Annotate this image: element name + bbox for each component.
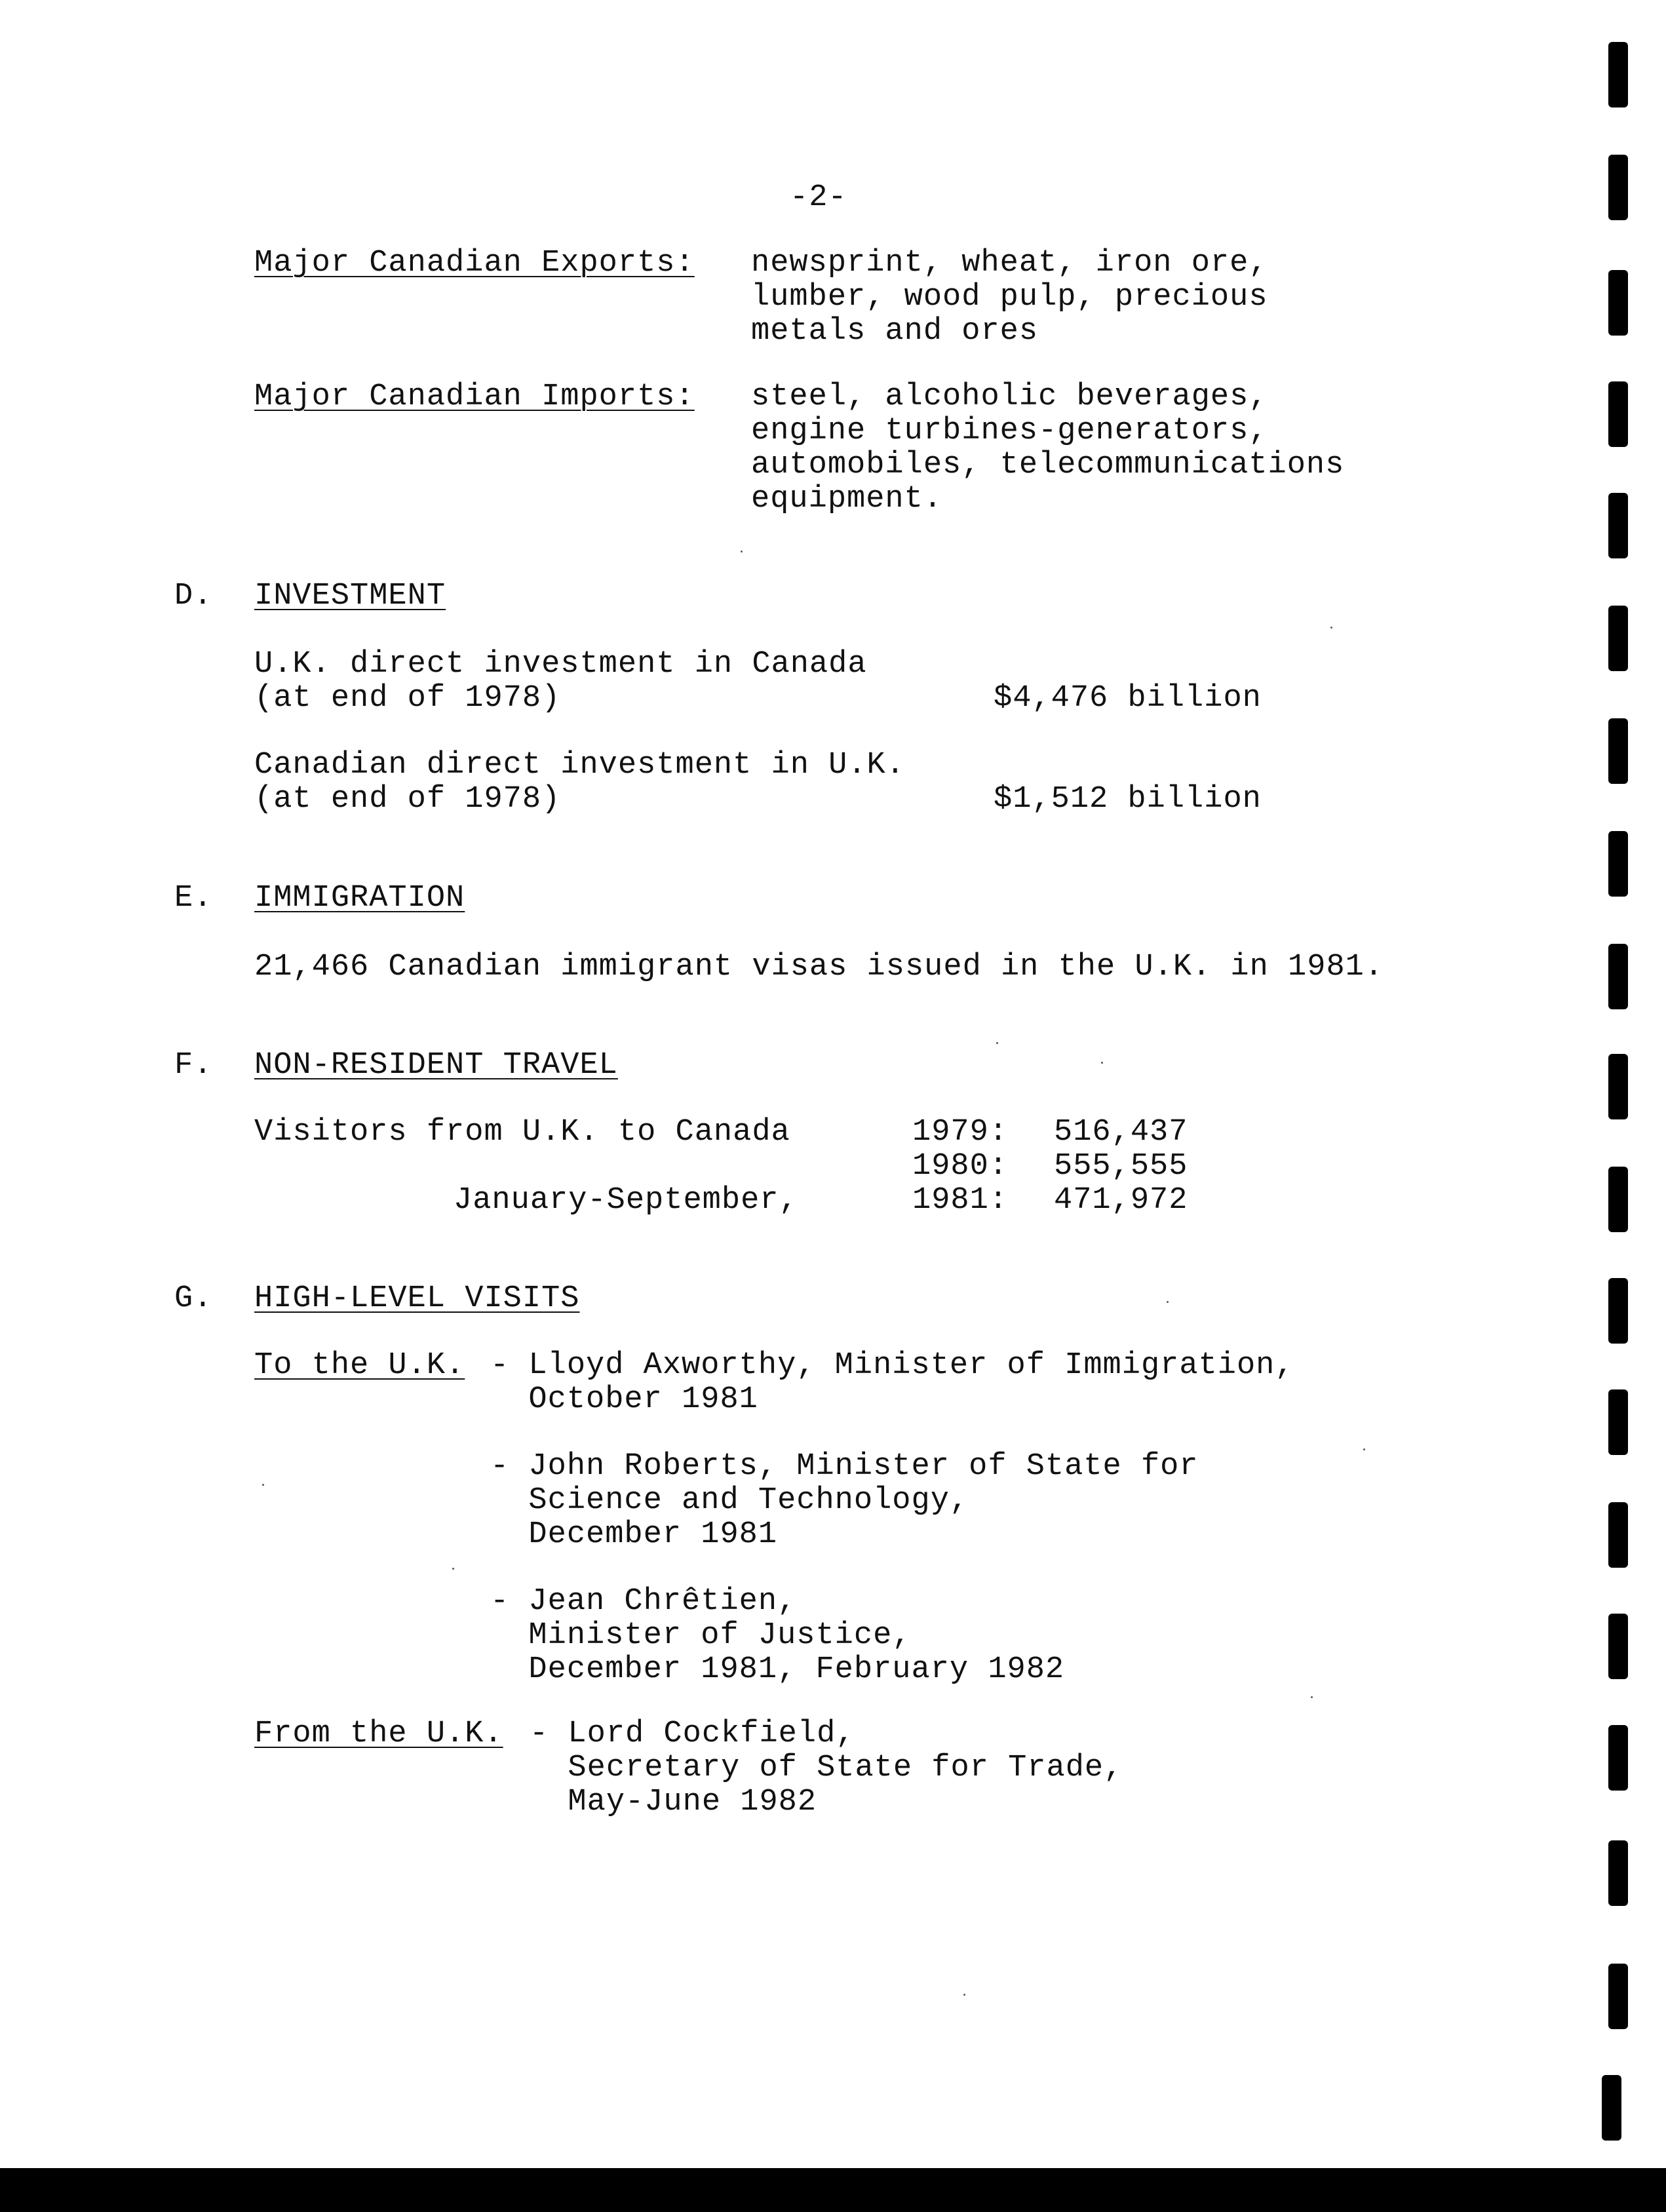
binder-hole [1608,1502,1628,1568]
exports-line: lumber, wood pulp, precious [751,280,1268,315]
travel-year: 1979: [912,1115,1009,1150]
binder-hole [1608,1167,1628,1232]
scan-speck [262,1484,264,1486]
section-letter: F. [174,1048,213,1083]
travel-value: 555,555 [1054,1149,1188,1184]
scan-speck [741,551,743,553]
imports-label: Major Canadian Imports: [254,379,695,414]
binder-hole [1608,718,1628,784]
page-number: -2- [790,180,847,215]
exports-line: newsprint, wheat, iron ore, [751,246,1268,281]
travel-value: 516,437 [1054,1115,1188,1150]
visit-line: December 1981, February 1982 [490,1652,1065,1687]
scan-bottom-edge [0,2168,1666,2212]
binder-hole [1608,1054,1628,1119]
imports-line: steel, alcoholic beverages, [751,379,1268,414]
travel-year: 1981: [912,1183,1009,1218]
visits-to-label: To the U.K. [254,1348,465,1383]
binder-hole [1608,1840,1628,1906]
section-letter: G. [174,1281,213,1316]
binder-hole [1608,381,1628,447]
visit-line: - Jean Chrêtien, [490,1584,797,1619]
travel-value: 471,972 [1054,1183,1188,1218]
binder-hole [1608,944,1628,1009]
investment-label: U.K. direct investment in Canada [254,647,867,682]
section-letter: E. [174,881,213,916]
binder-hole [1608,1725,1628,1791]
immigration-text: 21,466 Canadian immigrant visas issued in the U.K. in 1981. [254,950,1384,984]
binder-hole [1608,606,1628,671]
visit-line: December 1981 [490,1517,778,1552]
binder-hole [1608,1614,1628,1679]
binder-hole [1608,493,1628,558]
travel-label: January-September, [454,1183,798,1218]
imports-line: engine turbines-generators, [751,414,1268,448]
visit-line: Secretary of State for Trade, [530,1751,1123,1785]
imports-line: automobiles, telecommunications [751,448,1345,482]
visit-line: October 1981 [490,1382,758,1417]
travel-year: 1980: [912,1149,1009,1184]
scan-speck [1330,627,1332,629]
section-letter: D. [174,579,213,613]
binder-hole [1608,42,1628,107]
binder-hole [1608,270,1628,336]
scan-speck [1311,1696,1313,1698]
binder-hole [1608,831,1628,897]
binder-hole [1608,1964,1628,2029]
investment-value: $1,512 billion [994,782,1262,817]
visits-from-label: From the U.K. [254,1717,503,1751]
scan-speck [1363,1448,1365,1450]
exports-label: Major Canadian Exports: [254,246,695,281]
scan-speck [996,1042,998,1044]
section-heading-travel: NON-RESIDENT TRAVEL [254,1048,618,1083]
imports-line: equipment. [751,482,943,516]
scan-speck [1167,1301,1169,1303]
visit-line: - Lloyd Axworthy, Minister of Immigration, [490,1348,1294,1383]
investment-label: (at end of 1978) [254,681,561,716]
travel-label: Visitors from U.K. to Canada [254,1115,790,1150]
visit-line: - Lord Cockfield, [530,1717,855,1751]
section-heading-visits: HIGH-LEVEL VISITS [254,1281,580,1316]
investment-label: Canadian direct investment in U.K. [254,748,905,783]
binder-hole [1608,1278,1628,1344]
binder-hole [1608,155,1628,220]
scan-speck [963,1994,965,1996]
scan-speck [452,1568,454,1570]
section-heading-investment: INVESTMENT [254,579,446,613]
binder-hole [1608,1389,1628,1455]
binder-hole [1602,2075,1621,2141]
investment-label: (at end of 1978) [254,782,561,817]
visit-line: Minister of Justice, [490,1618,912,1653]
section-heading-immigration: IMMIGRATION [254,881,465,916]
visit-line: Science and Technology, [490,1483,969,1518]
visit-line: May-June 1982 [530,1785,817,1819]
scan-speck [1101,1062,1103,1064]
investment-value: $4,476 billion [994,681,1262,716]
visit-line: - John Roberts, Minister of State for [490,1449,1199,1484]
exports-line: metals and ores [751,314,1039,349]
